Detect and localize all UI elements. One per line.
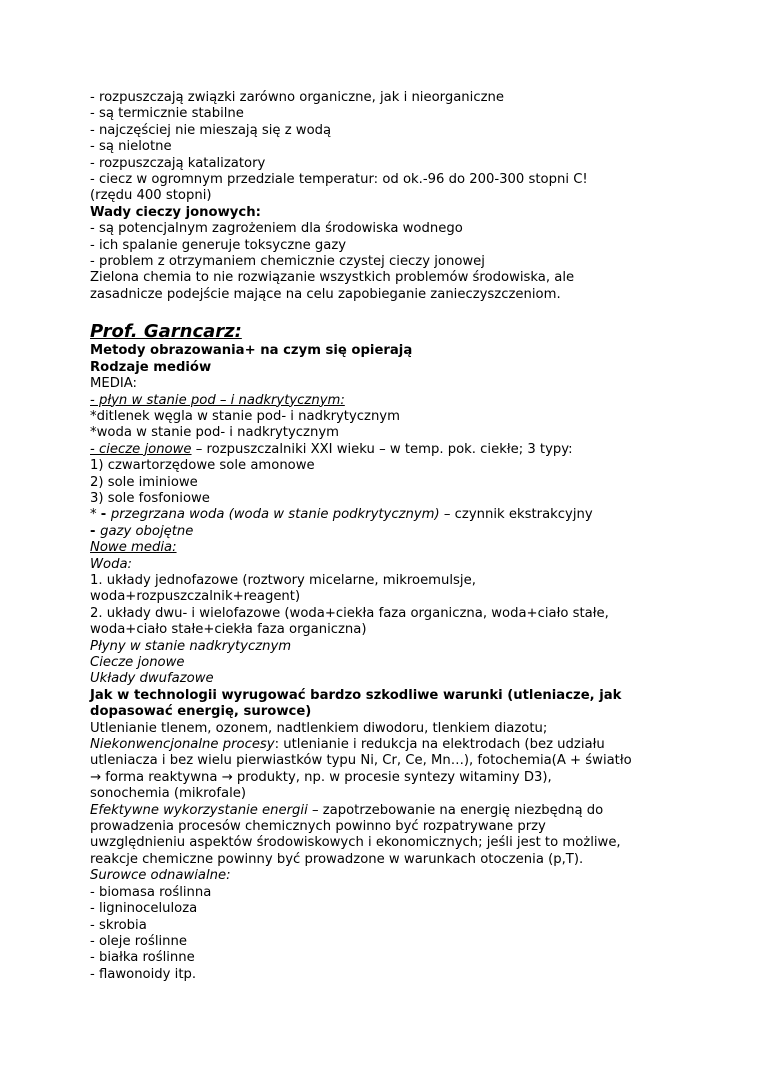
media-types-title: Rodzaje mediów (90, 359, 212, 375)
list-item: 1. układy jednofazowe (roztwory micelarne, mikroemulsje, (90, 572, 476, 588)
list-item: - ich spalanie generuje toksyczne gazy (90, 237, 347, 253)
list-item: 3) sole fosfoniowe (90, 490, 210, 506)
list-item: - są potencjalnym zagrożeniem dla środowiska wodnego (90, 221, 463, 237)
paragraph-line: utleniacza i bez wielu pierwiastków typu Ni, Cr, Ce, Mn…), fotochemia(A + światło (90, 753, 632, 769)
star-prefix: * (90, 507, 101, 523)
list-item: - białka roślinne (90, 950, 195, 966)
list-item: - rozpuszczają katalizatory (90, 155, 266, 171)
list-item: Ciecze jonowe (90, 655, 185, 670)
disadvantages-title: Wady cieczy jonowych: (90, 204, 261, 220)
media-label: MEDIA: (90, 376, 137, 392)
energy-label: Efektywne wykorzystanie energii (90, 802, 308, 818)
superheated-italic: przegrzana woda (woda w stanie podkrytycznym) (110, 507, 440, 523)
methods-title: Metody obrazowania+ na czym się opierają (90, 343, 413, 359)
list-item: woda+ciało stałe+ciekła faza organiczna) (90, 622, 367, 638)
list-item: (rzędu 400 stopni) (90, 188, 212, 204)
list-item: woda+rozpuszczalnik+reagent) (90, 589, 301, 605)
green-chemistry-paragraph (90, 270, 690, 303)
list-item: - biomasa roślinna (90, 884, 212, 900)
energy-line (90, 803, 690, 819)
list-item: - są termicznie stabilne (90, 106, 244, 122)
list-item: *woda w stanie pod- i nadkrytycznym (90, 425, 339, 441)
document-page (90, 90, 690, 983)
paragraph-line: uwzględnieniu aspektów środowiskowych i ekonomicznych; jeśli jest to możliwe, (90, 835, 621, 851)
inert-gases-line (90, 524, 690, 540)
list-item: - skrobia (90, 917, 147, 933)
energy-rest: – zapotrzebowanie na energię niezbędną do (307, 802, 604, 818)
ionic-label: - ciecze jonowe (90, 441, 192, 457)
new-media-label: Nowe media: (90, 540, 177, 556)
disadvantages-list (90, 221, 690, 270)
inert-italic: gazy obojętne (100, 523, 194, 539)
paragraph-line: prowadzenia procesów chemicznych powinno być rozpatrywane przy (90, 819, 546, 835)
ionic-liquids-line (90, 442, 690, 458)
list-item: - najczęściej nie mieszają się z wodą (90, 122, 332, 138)
list-item: Układy dwufazowe (90, 671, 214, 687)
paragraph-line: sonochemia (mikrofale) (90, 786, 247, 802)
list-item: - ligninoceluloza (90, 901, 198, 917)
prof-garncarz-heading: Prof. Garncarz: (90, 321, 242, 343)
list-item: - oleje roślinne (90, 933, 187, 949)
unconventional-line (90, 737, 690, 753)
renewable-list (90, 885, 690, 983)
list-item: - flawonoidy itp. (90, 966, 197, 982)
paragraph-line: Zielona chemia to nie rozwiązanie wszystkich problemów środowiska, ale (90, 270, 575, 286)
star-dash: - (100, 507, 111, 523)
list-item: 1) czwartorzędowe sole amonowe (90, 458, 315, 474)
list-item: - ciecz w ogromnym przedziale temperatur: od ok.-96 do 200-300 stopni C! (90, 172, 588, 188)
water-label: Woda: (90, 556, 133, 572)
superheated-water-line (90, 507, 690, 523)
paragraph-line: reakcje chemiczne powinny być prowadzone w warunkach otoczenia (p,T). (90, 851, 584, 867)
list-item: 2. układy dwu- i wielofazowe (woda+ciekła faza organiczna, woda+ciało stałe, (90, 605, 609, 621)
ionic-rest: – rozpuszczalniki XXI wieku – w temp. pok. ciekłe; 3 typy: (191, 441, 573, 457)
unconventional-label: Niekonwencjonalne procesy (90, 737, 275, 753)
list-item: 2) sole iminiowe (90, 474, 198, 490)
inert-dash: - (90, 523, 101, 539)
technology-title-line: Jak w technologii wyrugować bardzo szkodliwe warunki (utleniacze, jak (90, 687, 622, 703)
oxidation-line: Utlenianie tlenem, ozonem, nadtlenkiem diwodoru, tlenkiem diazotu; (90, 720, 548, 736)
superheated-rest: – czynnik ekstrakcyjny (439, 507, 593, 523)
technology-title-line: dopasować energię, surowce) (90, 704, 312, 720)
paragraph-line: zasadnicze podejście mające na celu zapobieganie zanieczyszczeniom. (90, 286, 561, 302)
ionic-liquids-advantages-list (90, 90, 690, 205)
renewable-label: Surowce odnawialne: (90, 868, 231, 884)
list-item: *ditlenek węgla w stanie pod- i nadkrytycznym (90, 408, 400, 424)
list-item: - są nielotne (90, 139, 172, 155)
paragraph-line: → forma reaktywna → produkty, np. w procesie syntezy witaminy D3), (90, 769, 552, 785)
list-item: - problem z otrzymaniem chemicznie czystej cieczy jonowej (90, 254, 485, 270)
fluid-label: - płyn w stanie pod – i nadkrytycznym: (90, 392, 345, 408)
unconventional-rest: : utlenianie i redukcja na elektrodach (bez udziału (274, 737, 605, 753)
list-item: - rozpuszczają związki zarówno organiczne, jak i nieorganiczne (90, 90, 504, 105)
list-item: Płyny w stanie nadkrytycznym (90, 638, 292, 654)
